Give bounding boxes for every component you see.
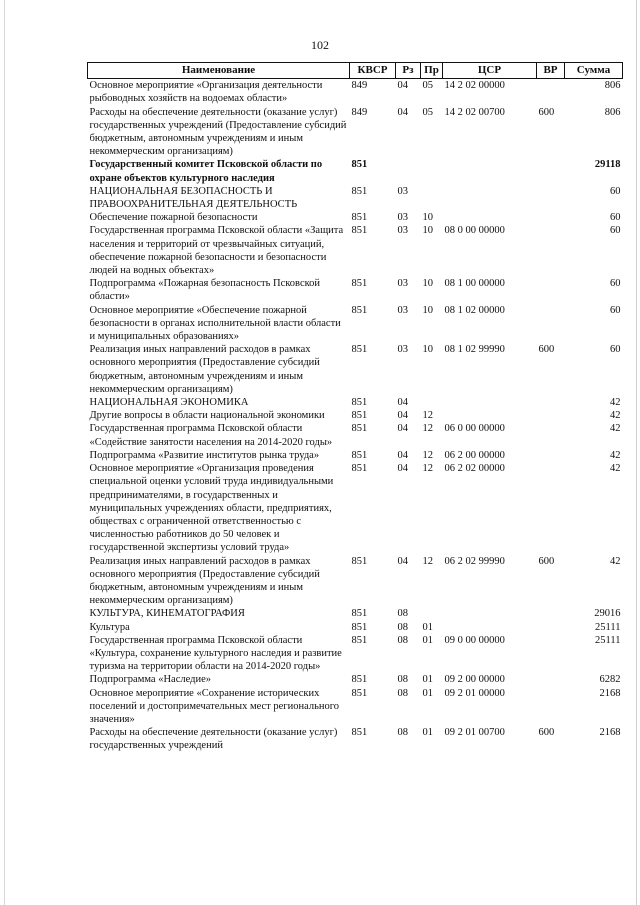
cell-kvsr: 851 (351, 185, 368, 197)
cell-rz: 08 (397, 634, 408, 646)
cell-pr: 01 (422, 674, 433, 686)
cell-csr (443, 211, 537, 224)
cell-name: Реализация иных направлений расходов в рамках основного мероприятия (Предоставление субсидий бюджетным, автономным учреждениям и иным некоммерческим организациям) (89, 344, 320, 395)
table-row (88, 185, 623, 211)
header-rz: Рз (396, 63, 421, 79)
table-row (88, 449, 623, 462)
cell-vr (537, 687, 565, 727)
cell-vr: 600 (538, 555, 555, 567)
table-row (88, 106, 623, 159)
cell-kvsr: 851 (351, 634, 368, 646)
cell-name: Основное мероприятие «Организация проведения специальной оценки условий труда индивидуальными предпринимателями, в государственных и муниципальных учреждениях области, предприятиях, обществах с ограниченной ответственностью с численностью работников до 50 человек и государственной экспертизы условий труда» (89, 463, 334, 554)
cell-rz: 04 (397, 423, 408, 435)
cell-vr: 600 (538, 344, 555, 356)
cell-vr (537, 211, 565, 224)
cell-name: НАЦИОНАЛЬНАЯ БЕЗОПАСНОСТЬ И ПРАВООХРАНИТЕЛЬНАЯ ДЕЯТЕЛЬНОСТЬ (89, 185, 298, 211)
cell-csr: 08 1 00 00000 (444, 278, 505, 290)
cell-pr: 12 (422, 410, 433, 422)
table-row (88, 396, 623, 409)
cell-pr: 10 (422, 212, 433, 224)
cell-vr (537, 621, 565, 634)
cell-rz: 08 (397, 608, 408, 620)
table-row (88, 409, 623, 422)
cell-vr (537, 634, 565, 674)
cell-vr (537, 462, 565, 554)
cell-rz: 04 (397, 555, 408, 567)
cell-pr: 10 (422, 344, 433, 356)
cell-name: Государственная программа Псковской области «Культура, сохранение культурного наследия и развитие туризма на территории области на 2014-2020 годы» (89, 634, 342, 673)
cell-kvsr: 851 (351, 555, 368, 567)
cell-pr: 12 (422, 463, 433, 475)
table-row (88, 607, 623, 620)
cell-kvsr: 851 (351, 463, 368, 475)
cell-pr (421, 185, 443, 211)
cell-name: НАЦИОНАЛЬНАЯ ЭКОНОМИКА (89, 397, 249, 409)
table-row (88, 158, 623, 184)
cell-name: Государственный комитет Псковской области по охране объектов культурного наследия (89, 159, 323, 184)
cell-sum: 60 (610, 304, 621, 316)
cell-kvsr: 851 (351, 410, 368, 422)
cell-pr (421, 158, 443, 184)
cell-csr: 08 1 02 00000 (444, 304, 505, 316)
cell-pr: 01 (422, 634, 433, 646)
cell-sum: 2168 (599, 687, 621, 699)
cell-csr: 06 2 02 99990 (444, 555, 505, 567)
cell-sum: 25111 (595, 634, 621, 646)
cell-vr (537, 185, 565, 211)
table-row (88, 224, 623, 277)
cell-sum: 806 (604, 106, 621, 118)
cell-sum: 29118 (594, 159, 621, 171)
table-row (88, 555, 623, 608)
cell-rz: 03 (397, 185, 408, 197)
cell-vr (537, 422, 565, 448)
cell-pr (421, 396, 443, 409)
cell-sum: 6282 (599, 674, 621, 686)
cell-vr (537, 158, 565, 184)
table-row (88, 277, 623, 303)
cell-sum: 25111 (595, 621, 621, 633)
table-row (88, 687, 623, 727)
cell-kvsr: 851 (351, 608, 368, 620)
cell-vr (537, 224, 565, 277)
cell-sum: 42 (610, 397, 621, 409)
cell-name: Основное мероприятие «Организация деятельности рыбоводных хозяйств на водоемах области» (89, 80, 323, 105)
cell-csr (443, 409, 537, 422)
cell-kvsr: 851 (351, 449, 368, 461)
header-sum: Сумма (565, 63, 623, 79)
cell-pr: 01 (422, 687, 433, 699)
cell-sum: 2168 (599, 727, 621, 739)
cell-vr (537, 304, 565, 344)
cell-pr: 10 (422, 225, 433, 237)
cell-sum: 60 (610, 185, 621, 197)
table-row (88, 343, 623, 396)
cell-rz: 04 (397, 397, 408, 409)
cell-rz (396, 158, 421, 184)
cell-name: Основное мероприятие «Обеспечение пожарной безопасности в органах исполнительной власти области и муниципальных образованиях» (89, 304, 341, 343)
cell-kvsr: 851 (351, 687, 368, 699)
cell-csr (443, 396, 537, 409)
cell-rz: 08 (397, 674, 408, 686)
cell-rz: 03 (397, 344, 408, 356)
cell-csr: 14 2 02 00700 (444, 106, 505, 118)
header-csr: ЦСР (443, 63, 537, 79)
cell-vr (537, 79, 565, 106)
cell-rz: 08 (397, 687, 408, 699)
cell-csr: 08 0 00 00000 (444, 225, 505, 237)
cell-vr: 600 (538, 727, 555, 739)
table-row (88, 211, 623, 224)
cell-kvsr: 851 (351, 212, 368, 224)
table-row (88, 673, 623, 686)
cell-sum: 60 (610, 278, 621, 290)
cell-pr: 12 (422, 423, 433, 435)
table-row (88, 304, 623, 344)
cell-pr: 05 (422, 106, 433, 118)
cell-rz: 04 (397, 410, 408, 422)
table-row (88, 462, 623, 554)
table-row (88, 79, 623, 106)
cell-kvsr: 851 (351, 727, 368, 739)
cell-vr (537, 396, 565, 409)
scan-edge-right (636, 0, 637, 905)
cell-rz: 03 (397, 304, 408, 316)
cell-kvsr: 851 (351, 344, 368, 356)
cell-csr: 06 2 02 00000 (444, 463, 505, 475)
budget-table (87, 62, 623, 753)
cell-sum: 42 (610, 463, 621, 475)
cell-name: Подпрограмма «Развитие институтов рынка труда» (89, 449, 320, 461)
cell-pr: 10 (422, 304, 433, 316)
cell-rz: 08 (397, 621, 408, 633)
cell-csr: 09 2 01 00000 (444, 687, 505, 699)
cell-sum: 42 (610, 449, 621, 461)
cell-sum: 29016 (594, 608, 621, 620)
cell-pr: 01 (422, 621, 433, 633)
cell-kvsr: 851 (351, 304, 368, 316)
cell-kvsr: 851 (351, 225, 368, 237)
cell-sum: 60 (610, 344, 621, 356)
cell-kvsr: 851 (351, 278, 368, 290)
cell-name: КУЛЬТУРА, КИНЕМАТОГРАФИЯ (89, 608, 245, 620)
cell-csr: 06 0 00 00000 (444, 423, 505, 435)
table-row (88, 422, 623, 448)
cell-pr: 12 (422, 449, 433, 461)
cell-vr (537, 673, 565, 686)
cell-pr (421, 607, 443, 620)
cell-pr: 10 (422, 278, 433, 290)
cell-sum: 60 (610, 225, 621, 237)
cell-csr (443, 621, 537, 634)
header-vr: ВР (537, 63, 565, 79)
cell-kvsr: 851 (351, 159, 368, 171)
cell-sum: 60 (610, 212, 621, 224)
cell-csr (443, 185, 537, 211)
cell-rz: 04 (397, 106, 408, 118)
cell-rz: 03 (397, 278, 408, 290)
cell-kvsr: 851 (351, 621, 368, 633)
cell-csr: 08 1 02 99990 (444, 344, 505, 356)
cell-name: Основное мероприятие «Сохранение исторических поселений и достопримечательных мест регионального значения» (89, 687, 340, 725)
cell-rz: 08 (397, 727, 408, 739)
header-kvsr: КВСР (350, 63, 396, 79)
cell-name: Реализация иных направлений расходов в рамках основного мероприятия (Предоставление субсидий бюджетным, автономным учреждениям и иным некоммерческим организациям) (89, 555, 320, 607)
cell-name: Культура (89, 621, 130, 633)
cell-vr (537, 277, 565, 303)
cell-csr: 09 2 00 00000 (444, 674, 505, 686)
cell-name: Государственная программа Псковской области «Содействие занятости населения на 2014-2020 годы» (89, 423, 333, 448)
cell-vr: 600 (538, 106, 555, 118)
cell-vr (537, 449, 565, 462)
cell-name: Расходы на обеспечение деятельности (оказание услуг) государственных учреждений (89, 727, 338, 752)
table-body (88, 79, 623, 753)
cell-rz: 04 (397, 449, 408, 461)
cell-rz: 04 (397, 80, 408, 92)
table-row (88, 621, 623, 634)
cell-rz: 03 (397, 225, 408, 237)
cell-vr (537, 607, 565, 620)
table-row (88, 634, 623, 674)
cell-pr: 12 (422, 555, 433, 567)
page-number: 102 (311, 38, 329, 52)
cell-name: Обеспечение пожарной безопасности (89, 212, 258, 224)
cell-kvsr: 851 (351, 674, 368, 686)
cell-name: Подпрограмма «Наследие» (89, 674, 211, 686)
cell-csr: 06 2 00 00000 (444, 449, 505, 461)
cell-sum: 42 (610, 555, 621, 567)
cell-csr: 09 0 00 00000 (444, 634, 505, 646)
cell-sum: 42 (610, 423, 621, 435)
header-pr: Пр (421, 63, 443, 79)
cell-sum: 42 (610, 410, 621, 422)
cell-name: Государственная программа Псковской области «Защита населения и территорий от чрезвычайных ситуаций, обеспечение пожарной безопасности и безопасности людей на водных объектах» (89, 225, 344, 277)
cell-name: Подпрограмма «Пожарная безопасность Псковской области» (89, 278, 321, 303)
cell-csr (443, 158, 537, 184)
header-name: Наименование (88, 63, 350, 79)
table-row (88, 726, 623, 752)
scan-edge-left (4, 0, 5, 905)
cell-kvsr: 851 (351, 397, 368, 409)
cell-csr (443, 607, 537, 620)
cell-name: Расходы на обеспечение деятельности (оказание услуг) государственных учреждений (Предоставление субсидий бюджетным, автономным учреждениям и иным некоммерческим организациям) (89, 106, 347, 158)
cell-kvsr: 849 (351, 80, 368, 92)
table-header-row (88, 63, 623, 79)
cell-kvsr: 849 (351, 106, 368, 118)
cell-sum: 806 (604, 80, 621, 92)
cell-kvsr: 851 (351, 423, 368, 435)
cell-pr: 01 (422, 727, 433, 739)
cell-rz: 04 (397, 463, 408, 475)
cell-pr: 05 (422, 80, 433, 92)
cell-csr: 14 2 02 00000 (444, 80, 505, 92)
cell-name: Другие вопросы в области национальной экономики (89, 410, 325, 422)
cell-rz: 03 (397, 212, 408, 224)
cell-vr (537, 409, 565, 422)
cell-csr: 09 2 01 00700 (444, 727, 505, 739)
